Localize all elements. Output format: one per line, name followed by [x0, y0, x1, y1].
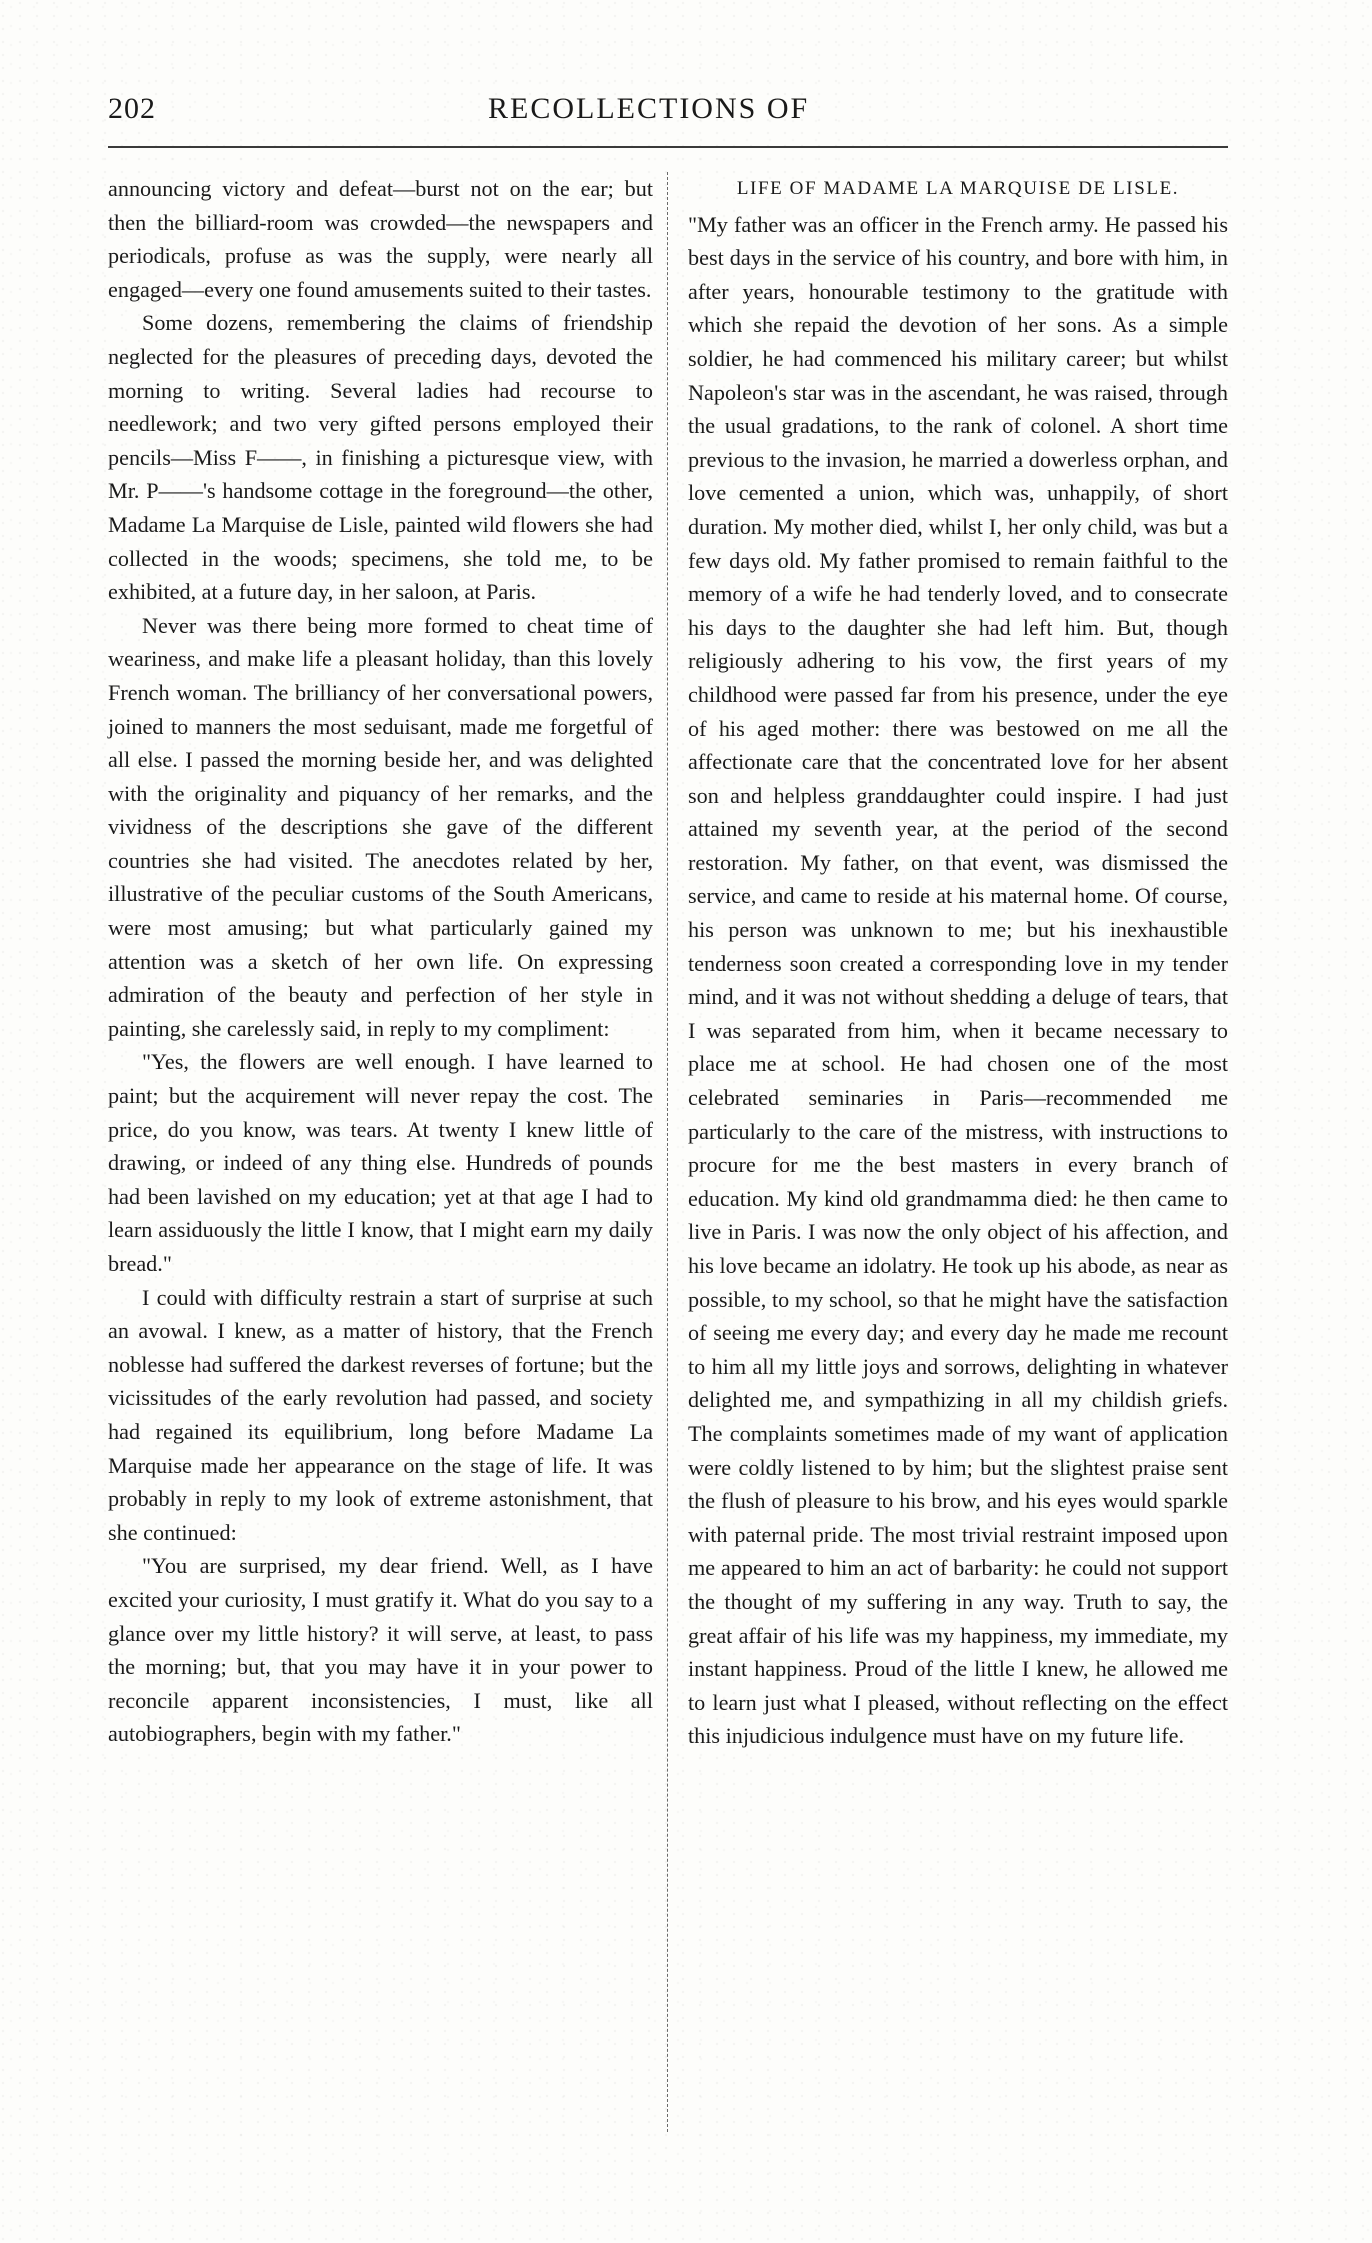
page-number: 202 [108, 92, 156, 125]
paragraph: I could with difficulty restrain a start of surprise at such an avowal. I knew, as a matter of history, that the French noblesse had suffered the darkest reverses of fortune; but the vicissitudes of the early revolution had passed, and society had regained its equilibrium, long before Madame La Marquise made her appearance on the stage of life. It was probably in reply to my look of extreme astonishment, that she continued: [108, 1284, 653, 1545]
running-title: RECOLLECTIONS OF [488, 92, 810, 125]
page-header [108, 92, 1228, 136]
paragraph: Some dozens, remembering the claims of friendship neglected for the pleasures of preceding days, devoted the morning to writing. Several ladies had recourse to needlework; and two very gifted persons employed their pencils—Miss F——, in finishing a picturesque view, with Mr. P——'s handsome cottage in the foreground—the other, Madame La Marquise de Lisle, painted wild flowers she had collected in the woods; specimens, she told me, to be exhibited, at a future day, in her saloon, at Paris. [108, 310, 653, 605]
header-rule [108, 146, 1228, 148]
left-column [108, 172, 653, 1751]
right-column [688, 172, 1228, 1753]
paragraph: "Yes, the flowers are well enough. I have learned to paint; but the acquirement will never repay the cost. The price, do you know, was tears. At twenty I knew little of drawing, or indeed of any thing else. Hundreds of pounds had been lavished on my education; yet at that age I had to learn assiduously the little I know, that I might earn my daily bread." [108, 1049, 653, 1276]
paragraph: "You are surprised, my dear friend. Well, as I have excited your curiosity, I must gratify it. What do you say to a glance over my little history? it will serve, at least, to pass the morning; but, that you may have it in your power to reconcile apparent inconsistencies, I must, like all autobiographers, begin with my father." [108, 1553, 653, 1747]
paragraph: "My father was an officer in the French army. He passed his best days in the service of his country, and bore with him, in after years, honourable testimony to the gratitude with which she repaid the devotion of her sons. As a simple soldier, he had commenced his military career; but whilst Napoleon's star was in the ascendant, he was raised, through the usual gradations, to the rank of colonel. A short time previous to the invasion, he married a dowerless orphan, and love cemented a union, which was, unhappily, of short duration. My mother died, whilst I, her only child, was but a few days old. My father promised to remain faithful to the memory of a wife he had tenderly loved, and to consecrate his days to the daughter she had left him. But, though religiously adhering to his vow, the first years of my childhood were passed far from his presence, under the eye of his aged mother: there was bestowed on me all the affectionate care that the concentrated love for her absent son and helpless granddaughter could inspire. I had just attained my seventh year, at the period of the second restoration. My father, on that event, was dismissed the service, and came to reside at his maternal home. Of course, his person was unknown to me; but his inexhaustible tenderness soon created a corresponding love in my tender mind, and it was not without shedding a deluge of tears, that I was separated from him, when it became necessary to place me at school. He had chosen one of the most celebrated seminaries in Paris—recommended me particularly to the care of the mistress, with instructions to procure for me the best masters in every branch of education. My kind old grandmamma died: he then came to live in Paris. I was now the only object of his affection, and his love became an idolatry. He took up his abode, as near as possible, to my school, so that he might have the satisfaction of seeing me every day; and every day he made me recount to him all my little joys and sorrows, delighting in whatever delighted me, and sympathizing in all my childish griefs. The complaints sometimes made of my want of application were coldly listened to by him; but the slightest praise sent the flush of pleasure to his brow, and his eyes would sparkle with paternal pride. The most trivial restraint imposed upon me appeared to him an act of barbarity: he could not support the thought of my suffering in any way. Truth to say, the great affair of his life was my happiness, my immediate, my instant happiness. Proud of the little I knew, he allowed me to learn just what I pleased, without reflecting on the effect this injudicious indulgence must have on my future life. [688, 211, 1228, 1749]
column-divider [667, 172, 668, 2132]
section-heading: LIFE OF MADAME LA MARQUISE DE LISLE. [736, 178, 1180, 199]
paragraph: Never was there being more formed to cheat time of weariness, and make life a pleasant holiday, than this lovely French woman. The brilliancy of her conversational powers, joined to manners the most seduisant, made me forgetful of all else. I passed the morning beside her, and was delighted with the originality and piquancy of her remarks, and the vividness of the descriptions she gave of the different countries she had visited. The anecdotes related by her, illustrative of the peculiar customs of the South Americans, were most amusing; but what particularly gained my attention was a sketch of her own life. On expressing admiration of the beauty and perfection of her style in painting, she carelessly said, in reply to my compliment: [108, 612, 653, 1041]
paragraph: announcing victory and defeat—burst not on the ear; but then the billiard-room was crowded—the newspapers and periodicals, profuse as was the supply, were nearly all engaged—every one found amusements suited to their tastes. [108, 176, 653, 302]
